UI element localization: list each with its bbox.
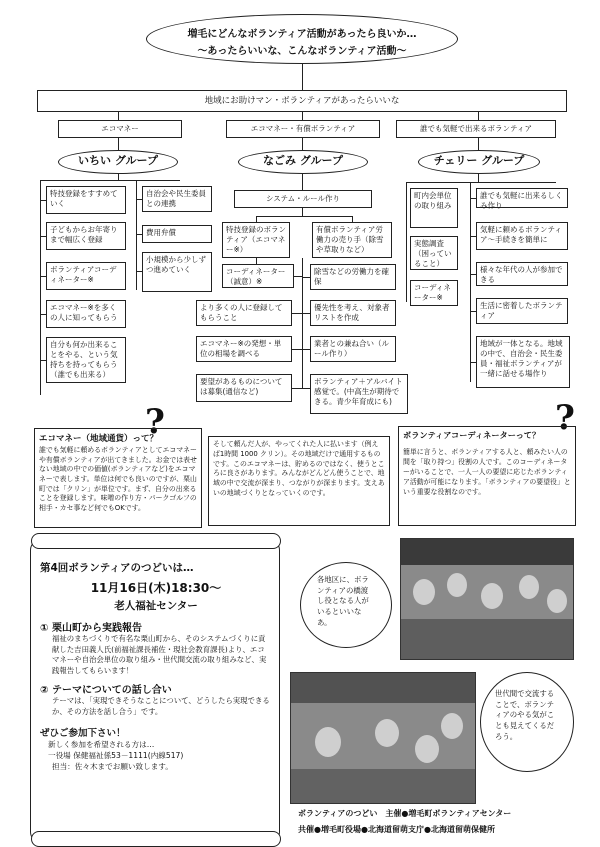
event-join-body: 新しく参加を希望される方は… bbox=[48, 740, 155, 750]
caption-line1: ボランティアのつどい 主催●増毛町ボランティアセンター bbox=[298, 809, 512, 818]
ichii-left-5: 自分も何か出来ることをやる、という気持ちを持ってもらう（誰でも出来る） bbox=[46, 337, 126, 383]
photo-note2-bubble bbox=[480, 672, 574, 772]
event-place: 老人福祉センター bbox=[114, 600, 198, 612]
ecomoney-note-title: エコマネー（地域通貨）って？ bbox=[39, 434, 159, 444]
middle-note-body: そして頼んだ人が、やってくれた人に払います（例えば1時間 1000 クリン）。その地域だけで通用するものです。このエコマネーは、貯めるのではなく、使うところに良さがあります。みんながどんどん使うことで、地域の中で交流が深まり、つながりが深まります。支えあいの地域づくりとなっていくのです。 bbox=[213, 440, 385, 497]
nagomi-left-1: より多くの人に登録してもらうこと bbox=[196, 300, 292, 326]
meeting-photo-bottom bbox=[290, 672, 476, 804]
group-cherry: チェリー グループ bbox=[418, 150, 540, 174]
nagomi-right-3: 業者との兼ね合い（ルール作り） bbox=[310, 336, 396, 362]
event-contact2: 担当：佐々木までお願い致します。 bbox=[52, 762, 173, 772]
question-mark-left: ? bbox=[145, 402, 165, 442]
header-ellipse bbox=[146, 14, 458, 64]
question-mark-right: ? bbox=[555, 398, 575, 438]
meeting-photo-top bbox=[400, 538, 574, 660]
cherry-left-2: 実態調査（困っていること） bbox=[410, 236, 458, 270]
event-item1-title: ① 栗山町から実践報告 bbox=[40, 623, 142, 634]
coordinator-note-title: ボランティアコーディネーターって？ bbox=[403, 430, 541, 440]
ecomoney-note-body: 誰でも気軽に頼めるボランティアとしてエコマネーや有償ボランティアが出てきました。お金では表せない地域の中での価値(ボランティアなど)をエコマネーで表します。単位は何でも良いのですが、栗山町では「クリン」が単位です。まず、自分の出来ることを登録します。味噌の作り方・パークゴルフの相手・カセ事など何でもOKです。 bbox=[39, 446, 197, 512]
coordinator-note-body: 簡単に言うと、ボランティアする人と、頼みたい人の間を「取り持つ」役割の人です。このコーディネーターがいることで、一人一人の要望に応じたボランティア活動が可能になります。「ボランティアの要望役」という重要な役割なのです。 bbox=[403, 448, 571, 496]
nagomi-system: システム・ルール作り bbox=[234, 190, 372, 208]
cherry-left-3: コーディネーター※ bbox=[410, 280, 458, 306]
ichii-right-2: 費用弁償 bbox=[142, 225, 212, 243]
category-easy-volunteer: 誰でも気軽で出来るボランティア bbox=[396, 120, 556, 138]
event-join-title: ぜひご参加下さい！ bbox=[40, 728, 126, 740]
scroll-curl-bottom bbox=[31, 831, 281, 847]
group-nagomi: なごみ グループ bbox=[238, 150, 368, 174]
ichii-left-3: ボランティアコーディネーター※ bbox=[46, 262, 126, 290]
cherry-right-4: 生活に密着したボランティア bbox=[476, 298, 568, 324]
category-ecomoney-paid: エコマネー・有償ボランティア bbox=[226, 120, 380, 138]
ichii-left-4: エコマネー※を多くの人に知ってもらう bbox=[46, 300, 126, 328]
category-ecomoney: エコマネー bbox=[58, 120, 182, 138]
event-item2-body: テーマは、「実現できそうなことについて、どうしたら実現できるか、その方法を話し合う」です。 bbox=[52, 695, 270, 716]
middle-note bbox=[208, 436, 390, 526]
cherry-right-5: 地域が一体となる。地域の中で、自治会・民生委員・福祉ボランティアが一緒に話せる場作り bbox=[476, 336, 570, 388]
event-item2-title: ② テーマについての話し合い bbox=[40, 684, 172, 696]
nagomi-right-4: ボランティア＋アルバイト感覚で。(中高生が期待できる。青少年育成にも) bbox=[310, 374, 408, 414]
photo-note1: 各地区に、ボランティアの橋渡し役となる人がいるといいなあ。 bbox=[317, 575, 369, 627]
ecomoney-note bbox=[34, 428, 202, 528]
top-box: 地域にお助けマン・ボランティアがあったらいいな bbox=[37, 90, 567, 112]
nagomi-right-2: 優先性を考え、対象者リストを作成 bbox=[310, 300, 396, 326]
coordinator-note bbox=[398, 426, 576, 526]
group-ichii: いちい グループ bbox=[58, 150, 178, 174]
photo-note1-bubble bbox=[300, 562, 392, 648]
nagomi-left-3: 要望があるものについては募集(通信など) bbox=[196, 374, 292, 402]
event-item1-body: 福祉のまちづくりで有名な栗山町から、そのシステムづくりに貢献した吉田義人氏(前福祉課長補佐・現社会教育課長)より、エコマネーや自治会単位の取り組み・世代間交流の取り組みなど、実践報告してもらいます！ bbox=[52, 634, 267, 676]
nagomi-right-1: 除雪などの労働力を確保 bbox=[310, 264, 396, 290]
ichii-right-1: 自治会や民生委員との連携 bbox=[142, 186, 212, 212]
event-content bbox=[40, 560, 272, 772]
event-contact1: 一役場 保健福祉係53－1111(内線517) bbox=[48, 751, 184, 761]
ichii-left-2: 子どもからお年寄りまで幅広く登録 bbox=[46, 222, 126, 250]
nagomi-left-2: エコマネー※の発想・単位の相場を調べる bbox=[196, 336, 292, 362]
ichii-right-3: 小規模から少しずつ進めていく bbox=[142, 252, 212, 292]
event-title: 第4回ボランティアのつどいは… bbox=[40, 562, 194, 574]
scroll-curl-top bbox=[31, 533, 281, 549]
cherry-left-1: 町内会単位の取り組み bbox=[410, 188, 458, 228]
nagomi-coordinator: コーディネーター（誠意）※ bbox=[222, 264, 294, 288]
header-line2: ～あったらいいな、こんなボランティア活動～ bbox=[197, 46, 407, 57]
cherry-right-1: 誰でも気軽に出来るしくみ作り bbox=[476, 188, 568, 208]
header-line1: 増毛にどんなボランティア活動があったら良いか… bbox=[187, 29, 417, 40]
ichii-left-1: 特技登録をすすめていく bbox=[46, 186, 126, 214]
caption-line2: 共催●増毛町役場●北海道留萌支庁●北海道留萌保健所 bbox=[298, 825, 495, 834]
cherry-right-3: 様々な年代の人が参加できる bbox=[476, 262, 568, 286]
event-datetime: 11月16日(木)18:30～ bbox=[90, 581, 222, 595]
cherry-right-2: 気軽に頼めるボランティア～手続きを簡単に bbox=[476, 222, 568, 250]
photo-note2: 世代間で交流することで、ボランティアのやる気がことも見えてくるだろう。 bbox=[495, 689, 555, 741]
nagomi-paid-volunteer: 有償ボランティア労働力の売り手（除雪や草取りなど） bbox=[312, 222, 392, 258]
nagomi-skill-volunteer: 特技登録のボランティア（エコマネー※） bbox=[222, 222, 290, 258]
